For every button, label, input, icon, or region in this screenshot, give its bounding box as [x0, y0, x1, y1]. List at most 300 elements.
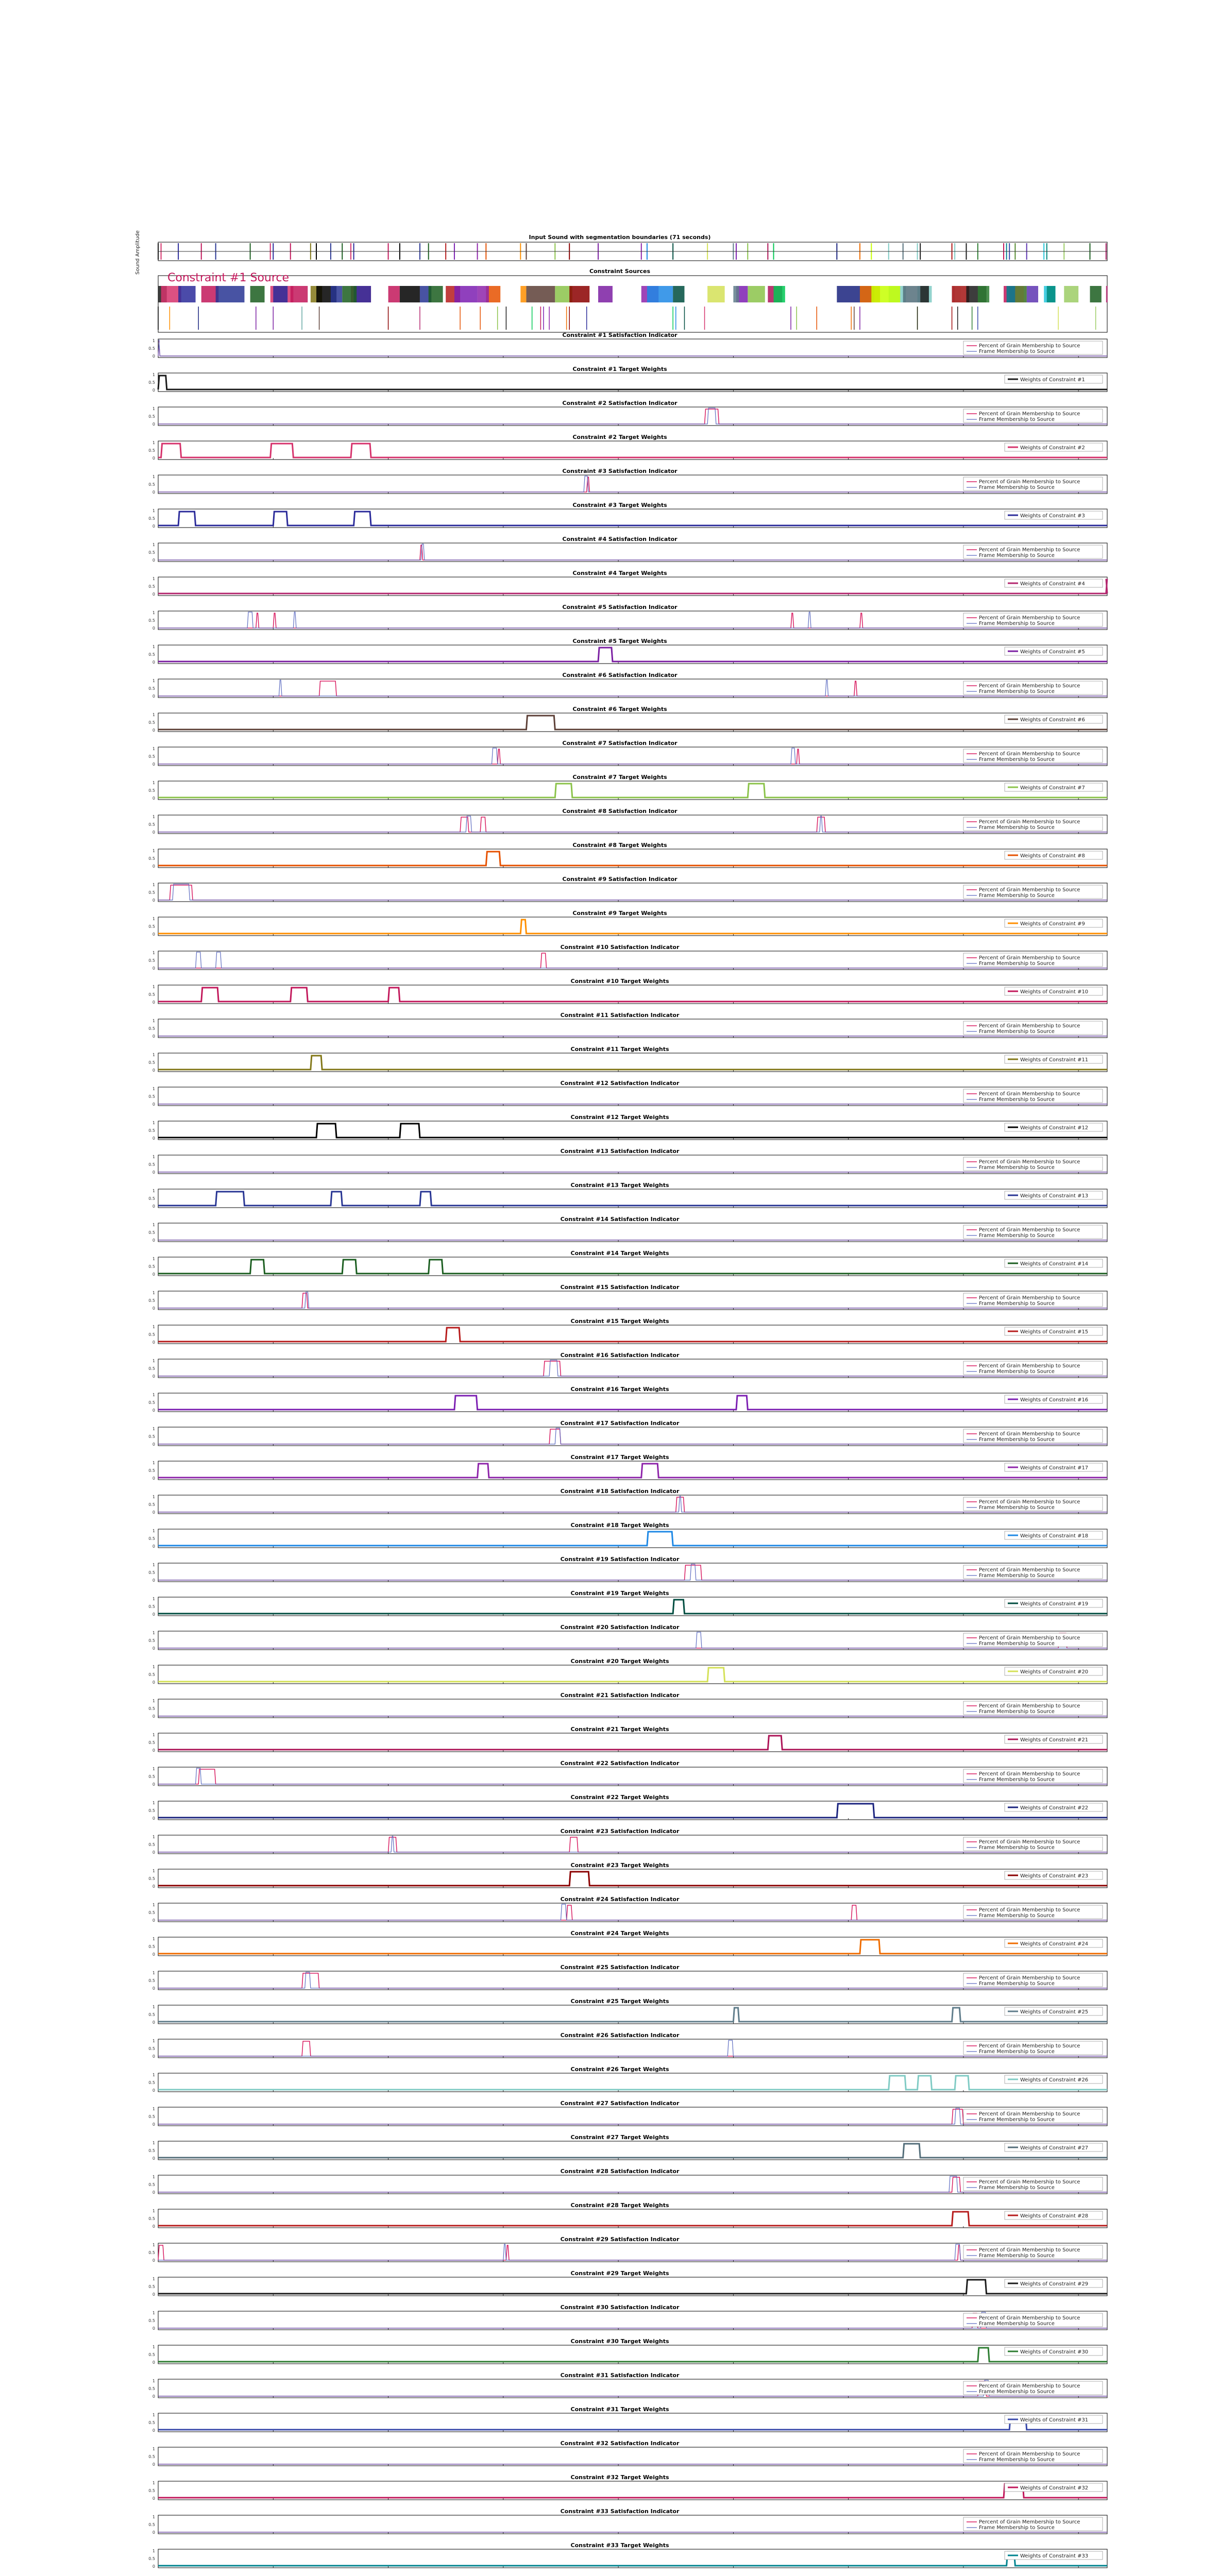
- y-tick-label: 1: [152, 1563, 155, 1567]
- legend-label: Frame Membership to Source: [979, 961, 1055, 967]
- target-title: Constraint #16 Target Weights: [570, 1386, 669, 1393]
- legend-label: Percent of Grain Membership to Source: [979, 1227, 1080, 1233]
- y-tick-label: 1: [152, 440, 155, 445]
- y-tick-label: 0.5: [148, 1774, 155, 1779]
- source-label-overlay: Constraint #1 Source: [167, 272, 290, 284]
- y-tick-label: 0: [152, 1918, 155, 1923]
- y-tick-label: 0: [152, 728, 155, 733]
- y-tick-label: 0: [152, 2360, 155, 2365]
- target-title: Constraint #7 Target Weights: [572, 774, 667, 781]
- legend-label: Frame Membership to Source: [979, 757, 1055, 762]
- source-block: [673, 286, 684, 302]
- y-tick-label: 0.5: [148, 2012, 155, 2017]
- satisfaction-title: Constraint #5 Satisfaction Indicator: [562, 604, 678, 611]
- source-block: [647, 286, 673, 302]
- satisfaction-title: Constraint #16 Satisfaction Indicator: [560, 1352, 680, 1359]
- y-tick-label: 1: [152, 1631, 155, 1635]
- legend-label: Frame Membership to Source: [979, 1165, 1055, 1171]
- source-block: [273, 286, 287, 302]
- y-tick-label: 0: [152, 2190, 155, 2195]
- y-tick-label: 1: [152, 1937, 155, 1941]
- y-tick-label: 0.5: [148, 1808, 155, 1813]
- y-tick-label: 1: [152, 1869, 155, 1873]
- y-tick-label: 0.5: [148, 1060, 155, 1065]
- y-tick-label: 0: [152, 524, 155, 529]
- y-tick-label: 0: [152, 1136, 155, 1141]
- legend-label: Frame Membership to Source: [979, 825, 1055, 831]
- satisfaction-title: Constraint #17 Satisfaction Indicator: [560, 1420, 680, 1427]
- target-title: Constraint #9 Target Weights: [572, 910, 667, 917]
- y-tick-label: 1: [152, 1019, 155, 1023]
- legend-label: Frame Membership to Source: [979, 2321, 1055, 2327]
- y-tick-label: 0.5: [148, 482, 155, 487]
- legend-label: Weights of Constraint #24: [1020, 1941, 1089, 1947]
- satisfaction-title: Constraint #33 Satisfaction Indicator: [560, 2508, 680, 2515]
- y-tick-label: 0.5: [148, 924, 155, 929]
- y-tick-label: 1: [152, 951, 155, 955]
- y-tick-label: 1: [152, 2515, 155, 2519]
- y-tick-label: 0.5: [148, 1468, 155, 1473]
- source-block: [920, 286, 929, 302]
- target-title: Constraint #17 Target Weights: [570, 1454, 669, 1461]
- y-tick-label: 0: [152, 2054, 155, 2059]
- y-tick-label: 1: [152, 2141, 155, 2145]
- target-title: Constraint #6 Target Weights: [572, 706, 667, 713]
- legend-label: Frame Membership to Source: [979, 2049, 1055, 2055]
- y-tick-label: 0: [152, 592, 155, 597]
- legend-label: Weights of Constraint #12: [1020, 1125, 1089, 1131]
- legend-label: Percent of Grain Membership to Source: [979, 2519, 1080, 2525]
- legend-label: Percent of Grain Membership to Source: [979, 615, 1080, 621]
- y-tick-label: 1: [152, 2549, 155, 2553]
- y-tick-label: 0: [152, 2496, 155, 2501]
- source-block: [1064, 286, 1078, 302]
- source-block: [978, 286, 989, 302]
- y-tick-label: 1: [152, 781, 155, 785]
- y-tick-label: 0: [152, 1068, 155, 1073]
- legend-label: Frame Membership to Source: [979, 2253, 1055, 2259]
- y-tick-label: 0.5: [148, 2556, 155, 2561]
- y-tick-label: 0: [152, 1408, 155, 1413]
- y-tick-label: 0: [152, 2020, 155, 2025]
- y-tick-label: 1: [152, 611, 155, 615]
- legend-label: Weights of Constraint #10: [1020, 989, 1089, 995]
- satisfaction-title: Constraint #30 Satisfaction Indicator: [560, 2304, 680, 2311]
- legend-label: Percent of Grain Membership to Source: [979, 2043, 1080, 2049]
- target-title: Constraint #27 Target Weights: [570, 2134, 669, 2141]
- legend-label: Percent of Grain Membership to Source: [979, 411, 1080, 417]
- y-tick-label: 1: [152, 543, 155, 547]
- y-tick-label: 1: [152, 849, 155, 853]
- target-title: Constraint #22 Target Weights: [570, 1794, 669, 1801]
- y-tick-label: 0.5: [148, 2386, 155, 2391]
- legend-label: Weights of Constraint #8: [1020, 853, 1085, 859]
- y-tick-label: 1: [152, 2005, 155, 2009]
- y-tick-label: 0.5: [148, 652, 155, 657]
- y-tick-label: 0: [152, 1646, 155, 1651]
- legend-label: Weights of Constraint #25: [1020, 2009, 1089, 2015]
- y-tick-label: 0.5: [148, 1094, 155, 1099]
- y-tick-label: 0: [152, 1952, 155, 1957]
- y-tick-label: 0: [152, 626, 155, 631]
- y-tick-label: 1: [152, 985, 155, 989]
- source-block: [1090, 286, 1102, 302]
- y-tick-label: 1: [152, 509, 155, 513]
- satisfaction-title: Constraint #20 Satisfaction Indicator: [560, 1624, 680, 1631]
- legend-label: Percent of Grain Membership to Source: [979, 1295, 1080, 1301]
- target-title: Constraint #19 Target Weights: [570, 1590, 669, 1597]
- y-tick-label: 0.5: [148, 2046, 155, 2051]
- legend-label: Frame Membership to Source: [979, 2457, 1055, 2463]
- y-tick-label: 1: [152, 1461, 155, 1465]
- y-tick-label: 0.5: [148, 1196, 155, 1201]
- y-tick-label: 1: [152, 1699, 155, 1703]
- source-block: [1015, 286, 1026, 302]
- target-title: Constraint #30 Target Weights: [570, 2338, 669, 2345]
- target-title: Constraint #24 Target Weights: [570, 1930, 669, 1937]
- y-tick-label: 0.5: [148, 822, 155, 827]
- legend-label: Percent of Grain Membership to Source: [979, 1907, 1080, 1913]
- y-tick-label: 0.5: [148, 1298, 155, 1303]
- y-tick-label: 1: [152, 1767, 155, 1771]
- y-tick-label: 0: [152, 1170, 155, 1175]
- satisfaction-title: Constraint #8 Satisfaction Indicator: [562, 808, 678, 815]
- y-tick-label: 0.5: [148, 1604, 155, 1609]
- y-tick-label: 0.5: [148, 516, 155, 521]
- y-tick-label: 0: [152, 1816, 155, 1821]
- legend-label: Weights of Constraint #9: [1020, 921, 1085, 927]
- y-tick-label: 0: [152, 1544, 155, 1549]
- legend-label: Percent of Grain Membership to Source: [979, 479, 1080, 485]
- source-block: [216, 286, 245, 302]
- y-tick-label: 1: [152, 1495, 155, 1499]
- y-tick-label: 0: [152, 1374, 155, 1379]
- y-tick-label: 0: [152, 2258, 155, 2263]
- legend-label: Frame Membership to Source: [979, 1233, 1055, 1239]
- source-block: [903, 286, 920, 302]
- y-tick-label: 0: [152, 1850, 155, 1855]
- y-tick-label: 0.5: [148, 618, 155, 623]
- source-block: [178, 286, 195, 302]
- legend-label: Frame Membership to Source: [979, 1573, 1055, 1579]
- target-title: Constraint #21 Target Weights: [570, 1726, 669, 1733]
- y-tick-label: 0: [152, 1986, 155, 1991]
- y-tick-label: 1: [152, 1597, 155, 1601]
- legend-label: Weights of Constraint #30: [1020, 2349, 1089, 2355]
- legend-label: Weights of Constraint #26: [1020, 2077, 1089, 2083]
- source-block: [598, 286, 613, 302]
- y-tick-label: 0.5: [148, 2352, 155, 2357]
- legend-label: Frame Membership to Source: [979, 2525, 1055, 2531]
- y-tick-label: 1: [152, 815, 155, 819]
- y-tick-label: 1: [152, 2039, 155, 2043]
- satisfaction-title: Constraint #7 Satisfaction Indicator: [562, 740, 678, 747]
- y-tick-label: 1: [152, 1291, 155, 1295]
- legend-label: Frame Membership to Source: [979, 1709, 1055, 1715]
- source-block: [342, 286, 357, 302]
- y-tick-label: 1: [152, 1665, 155, 1669]
- legend-label: Weights of Constraint #20: [1020, 1669, 1089, 1675]
- y-tick-label: 0: [152, 1034, 155, 1039]
- y-tick-label: 0: [152, 1476, 155, 1481]
- legend-label: Frame Membership to Source: [979, 1369, 1055, 1375]
- source-block: [291, 286, 308, 302]
- legend-label: Percent of Grain Membership to Source: [979, 2315, 1080, 2321]
- y-tick-label: 1: [152, 2073, 155, 2077]
- legend-label: Weights of Constraint #16: [1020, 1397, 1089, 1403]
- y-tick-label: 0.5: [148, 2454, 155, 2459]
- satisfaction-title: Constraint #15 Satisfaction Indicator: [560, 1284, 680, 1291]
- y-tick-label: 1: [152, 1155, 155, 1159]
- satisfaction-title: Constraint #9 Satisfaction Indicator: [562, 876, 678, 883]
- satisfaction-title: Constraint #18 Satisfaction Indicator: [560, 1488, 680, 1495]
- satisfaction-title: Constraint #12 Satisfaction Indicator: [560, 1080, 680, 1087]
- satisfaction-title: Constraint #6 Satisfaction Indicator: [562, 672, 678, 679]
- legend-label: Percent of Grain Membership to Source: [979, 887, 1080, 893]
- y-tick-label: 0: [152, 2428, 155, 2433]
- legend-label: Percent of Grain Membership to Source: [979, 751, 1080, 757]
- legend-label: Percent of Grain Membership to Source: [979, 819, 1080, 825]
- target-title: Constraint #5 Target Weights: [572, 638, 667, 645]
- legend-label: Frame Membership to Source: [979, 2389, 1055, 2395]
- satisfaction-title: Constraint #13 Satisfaction Indicator: [560, 1148, 680, 1155]
- legend-label: Weights of Constraint #14: [1020, 1261, 1089, 1267]
- legend-label: Percent of Grain Membership to Source: [979, 1091, 1080, 1097]
- y-tick-label: 0: [152, 2156, 155, 2161]
- source-block: [331, 286, 342, 302]
- legend-label: Percent of Grain Membership to Source: [979, 2383, 1080, 2389]
- satisfaction-title: Constraint #24 Satisfaction Indicator: [560, 1896, 680, 1903]
- legend-label: Frame Membership to Source: [979, 1029, 1055, 1035]
- target-title: Constraint #33 Target Weights: [570, 2542, 669, 2549]
- y-tick-label: 0: [152, 898, 155, 903]
- target-title: Constraint #20 Target Weights: [570, 1658, 669, 1665]
- y-tick-label: 0.5: [148, 550, 155, 555]
- satisfaction-title: Constraint #26 Satisfaction Indicator: [560, 2032, 680, 2039]
- y-tick-label: 0.5: [148, 1706, 155, 1711]
- y-tick-label: 0: [152, 354, 155, 359]
- legend-label: Frame Membership to Source: [979, 417, 1055, 422]
- y-tick-label: 1: [152, 1427, 155, 1431]
- y-tick-label: 0: [152, 2088, 155, 2093]
- waveform-title: Input Sound with segmentation boundaries (71 seconds): [529, 234, 711, 241]
- legend-label: Percent of Grain Membership to Source: [979, 343, 1080, 349]
- y-tick-label: 0.5: [148, 1264, 155, 1269]
- y-tick-label: 1: [152, 2311, 155, 2315]
- y-tick-label: 1: [152, 2175, 155, 2179]
- legend-label: Frame Membership to Source: [979, 1845, 1055, 1851]
- y-tick-label: 0: [152, 422, 155, 427]
- y-tick-label: 1: [152, 2107, 155, 2111]
- legend-label: Percent of Grain Membership to Source: [979, 1635, 1080, 1641]
- legend-label: Weights of Constraint #32: [1020, 2485, 1089, 2491]
- y-tick-label: 1: [152, 713, 155, 717]
- y-tick-label: 1: [152, 1801, 155, 1805]
- y-tick-label: 0.5: [148, 448, 155, 453]
- satisfaction-title: Constraint #2 Satisfaction Indicator: [562, 400, 678, 406]
- y-tick-label: 0.5: [148, 1536, 155, 1541]
- y-tick-label: 0.5: [148, 720, 155, 725]
- y-tick-label: 1: [152, 645, 155, 649]
- source-block: [733, 286, 739, 302]
- y-tick-label: 0: [152, 1714, 155, 1719]
- y-tick-label: 0.5: [148, 890, 155, 895]
- y-tick-label: 0.5: [148, 1366, 155, 1371]
- legend-label: Weights of Constraint #6: [1020, 717, 1085, 723]
- y-tick-label: 1: [152, 883, 155, 887]
- y-tick-label: 0.5: [148, 2488, 155, 2493]
- satisfaction-title: Constraint #23 Satisfaction Indicator: [560, 1828, 680, 1835]
- y-tick-label: 0: [152, 558, 155, 563]
- y-tick-label: 0.5: [148, 1740, 155, 1745]
- y-tick-label: 0: [152, 1680, 155, 1685]
- source-block: [429, 286, 443, 302]
- y-tick-label: 0: [152, 388, 155, 393]
- source-block: [569, 286, 589, 302]
- y-tick-label: 1: [152, 2413, 155, 2417]
- y-tick-label: 0: [152, 2530, 155, 2535]
- legend-label: Percent of Grain Membership to Source: [979, 1567, 1080, 1573]
- legend-label: Frame Membership to Source: [979, 1641, 1055, 1647]
- legend-label: Frame Membership to Source: [979, 1981, 1055, 1987]
- y-tick-label: 0: [152, 2462, 155, 2467]
- y-tick-label: 0.5: [148, 2420, 155, 2425]
- legend-label: Weights of Constraint #5: [1020, 649, 1085, 655]
- target-title: Constraint #11 Target Weights: [570, 1046, 669, 1053]
- legend-label: Weights of Constraint #1: [1020, 377, 1085, 383]
- target-title: Constraint #32 Target Weights: [570, 2474, 669, 2481]
- y-tick-label: 0.5: [148, 2250, 155, 2255]
- legend-label: Percent of Grain Membership to Source: [979, 1771, 1080, 1777]
- legend-label: Frame Membership to Source: [979, 689, 1055, 694]
- satisfaction-title: Constraint #27 Satisfaction Indicator: [560, 2100, 680, 2107]
- y-tick-label: 1: [152, 1257, 155, 1261]
- y-tick-label: 0: [152, 660, 155, 665]
- satisfaction-title: Constraint #19 Satisfaction Indicator: [560, 1556, 680, 1563]
- y-tick-label: 0.5: [148, 1400, 155, 1405]
- target-title: Constraint #8 Target Weights: [572, 842, 667, 849]
- legend-label: Weights of Constraint #22: [1020, 1805, 1089, 1811]
- legend-label: Weights of Constraint #15: [1020, 1329, 1089, 1335]
- y-tick-label: 1: [152, 1325, 155, 1329]
- source-block: [1106, 286, 1108, 302]
- y-tick-label: 0: [152, 1238, 155, 1243]
- y-tick-label: 0.5: [148, 992, 155, 997]
- target-title: Constraint #29 Target Weights: [570, 2270, 669, 2277]
- target-title: Constraint #2 Target Weights: [572, 434, 667, 440]
- legend-label: Frame Membership to Source: [979, 893, 1055, 899]
- y-tick-label: 0: [152, 1748, 155, 1753]
- y-tick-label: 1: [152, 747, 155, 751]
- legend-label: Percent of Grain Membership to Source: [979, 2247, 1080, 2253]
- legend-label: Percent of Grain Membership to Source: [979, 1363, 1080, 1369]
- legend-label: Frame Membership to Source: [979, 1097, 1055, 1103]
- source-block: [161, 286, 181, 302]
- y-tick-label: 1: [152, 406, 155, 411]
- y-tick-label: 0: [152, 456, 155, 461]
- satisfaction-title: Constraint #21 Satisfaction Indicator: [560, 1692, 680, 1699]
- source-block: [250, 286, 265, 302]
- target-title: Constraint #12 Target Weights: [570, 1114, 669, 1121]
- legend-label: Frame Membership to Source: [979, 1505, 1055, 1511]
- source-block: [454, 286, 478, 302]
- y-tick-label: 0.5: [148, 1672, 155, 1677]
- satisfaction-title: Constraint #11 Satisfaction Indicator: [560, 1012, 680, 1019]
- legend-label: Frame Membership to Source: [979, 485, 1055, 490]
- y-tick-label: 0.5: [148, 1162, 155, 1167]
- target-title: Constraint #13 Target Weights: [570, 1182, 669, 1189]
- y-tick-label: 1: [152, 917, 155, 921]
- y-tick-label: 0: [152, 2292, 155, 2297]
- legend-label: Percent of Grain Membership to Source: [979, 547, 1080, 553]
- legend-label: Percent of Grain Membership to Source: [979, 1023, 1080, 1029]
- y-tick-label: 0: [152, 1442, 155, 1447]
- target-title: Constraint #1 Target Weights: [572, 366, 667, 372]
- target-title: Constraint #25 Target Weights: [570, 1998, 669, 2005]
- y-tick-label: 0: [152, 1782, 155, 1787]
- y-tick-label: 1: [152, 1121, 155, 1125]
- target-title: Constraint #14 Target Weights: [570, 1250, 669, 1257]
- legend-label: Weights of Constraint #27: [1020, 2145, 1089, 2151]
- source-block: [748, 286, 765, 302]
- y-tick-label: 1: [152, 2345, 155, 2349]
- target-title: Constraint #10 Target Weights: [570, 978, 669, 985]
- source-block: [707, 286, 724, 302]
- legend-label: Percent of Grain Membership to Source: [979, 1159, 1080, 1165]
- y-tick-label: 0: [152, 1204, 155, 1209]
- legend-label: Frame Membership to Source: [979, 1437, 1055, 1443]
- y-tick-label: 0: [152, 1272, 155, 1277]
- legend-label: Weights of Constraint #13: [1020, 1193, 1089, 1199]
- source-block: [1047, 286, 1056, 302]
- target-title: Constraint #15 Target Weights: [570, 1318, 669, 1325]
- waveform-ylabel: Sound Amplitude: [135, 230, 141, 275]
- legend-label: Percent of Grain Membership to Source: [979, 1975, 1080, 1981]
- target-title: Constraint #23 Target Weights: [570, 1862, 669, 1869]
- source-block: [478, 286, 489, 302]
- y-tick-label: 0.5: [148, 686, 155, 691]
- y-tick-label: 0.5: [148, 2522, 155, 2527]
- legend-label: Percent of Grain Membership to Source: [979, 955, 1080, 961]
- y-tick-label: 0.5: [148, 2284, 155, 2289]
- source-block: [526, 286, 555, 302]
- satisfaction-title: Constraint #14 Satisfaction Indicator: [560, 1216, 680, 1223]
- legend-label: Frame Membership to Source: [979, 621, 1055, 626]
- y-tick-label: 0.5: [148, 1332, 155, 1337]
- legend-label: Frame Membership to Source: [979, 2117, 1055, 2123]
- y-tick-label: 1: [152, 1971, 155, 1975]
- y-tick-label: 1: [152, 474, 155, 479]
- y-tick-label: 0.5: [148, 2080, 155, 2085]
- y-tick-label: 0.5: [148, 1128, 155, 1133]
- y-tick-label: 1: [152, 1733, 155, 1737]
- y-tick-label: 0.5: [148, 1842, 155, 1847]
- y-tick-label: 0.5: [148, 958, 155, 963]
- y-tick-label: 0: [152, 864, 155, 869]
- satisfaction-title: Constraint #31 Satisfaction Indicator: [560, 2372, 680, 2379]
- y-tick-label: 0: [152, 1102, 155, 1107]
- legend-label: Frame Membership to Source: [979, 2185, 1055, 2191]
- legend-label: Weights of Constraint #11: [1020, 1057, 1089, 1063]
- target-title: Constraint #31 Target Weights: [570, 2406, 669, 2413]
- legend-label: Weights of Constraint #4: [1020, 581, 1085, 587]
- y-tick-label: 0: [152, 830, 155, 835]
- legend-label: Frame Membership to Source: [979, 553, 1055, 558]
- y-tick-label: 0.5: [148, 380, 155, 385]
- y-tick-label: 1: [152, 679, 155, 683]
- legend-label: Weights of Constraint #18: [1020, 1533, 1089, 1539]
- legend-label: Percent of Grain Membership to Source: [979, 2111, 1080, 2117]
